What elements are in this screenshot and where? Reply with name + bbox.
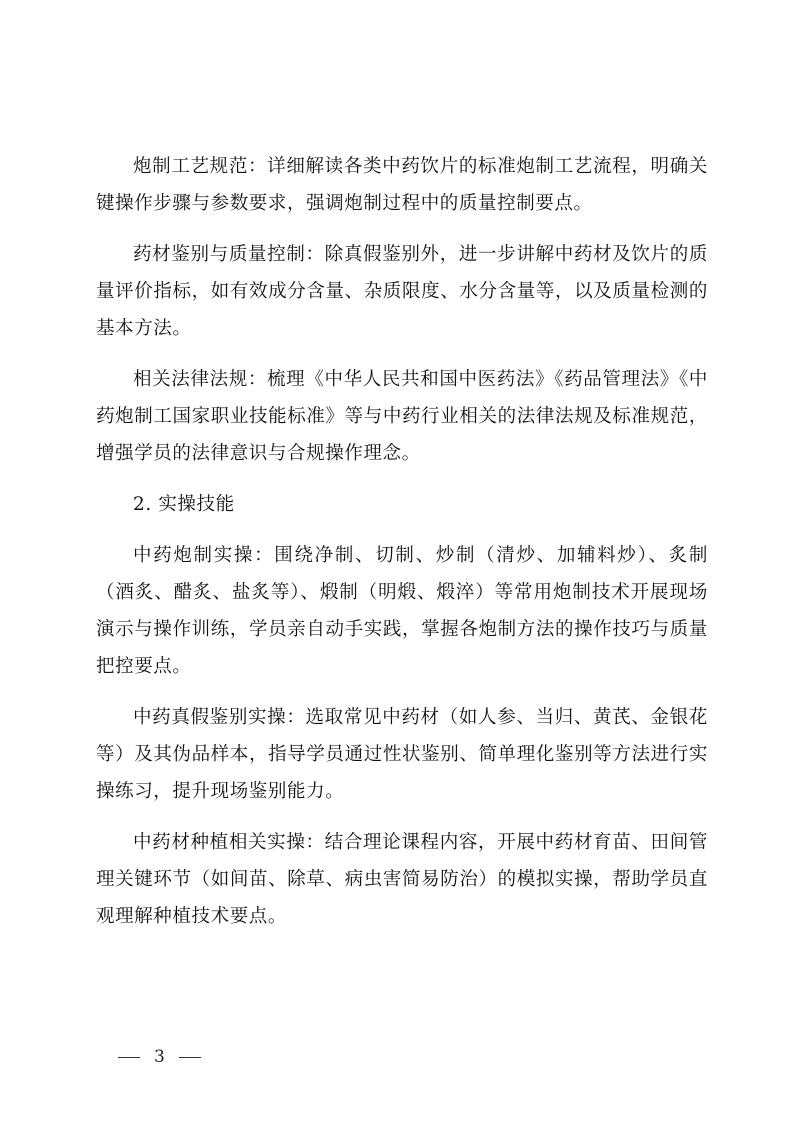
page-number-right-dash xyxy=(179,1057,201,1058)
paragraph-processing-standards: 炮制工艺规范：详细解读各类中药饮片的标准炮制工艺流程，明确关键操作步骤与参数要求，强调炮制过程中的质量控制要点。 xyxy=(96,156,708,214)
paragraph-identification-quality: 药材鉴别与质量控制：除真假鉴别外，进一步讲解中药材及饮片的质量评价指标，如有效成分含量、杂质限度、水分含量等，以及质量检测的基本方法。 xyxy=(96,244,708,339)
paragraph-laws-regulations: 相关法律法规：梳理《中华人民共和国中医药法》《药品管理法》《中药炮制工国家职业技能标准》等与中药行业相关的法律法规及标准规范，增强学员的法律意识与合规操作理念。 xyxy=(96,369,708,464)
document-body xyxy=(96,148,708,949)
page-footer xyxy=(118,1047,201,1067)
paragraph-processing-practice: 中药炮制实操：围绕净制、切制、炒制（清炒、加辅料炒）、炙制（酒炙、醋炙、盐炙等）、煅制（明煅、煅淬）等常用炮制技术开展现场演示与操作训练，学员亲自动手实践，掌握各炮制方法的操作技巧与质量把控要点。 xyxy=(96,545,708,677)
section-heading-practical-skills: 2. 实操技能 xyxy=(133,494,235,515)
page-number-left-dash xyxy=(118,1057,140,1058)
paragraph-authenticity-practice: 中药真假鉴别实操：选取常见中药材（如人参、当归、黄芪、金银花等）及其伪品样本，指导学员通过性状鉴别、简单理化鉴别等方法进行实操练习，提升现场鉴别能力。 xyxy=(96,707,708,802)
page-number: 3 xyxy=(154,1047,165,1067)
paragraph-planting-practice: 中药材种植相关实操：结合理论课程内容，开展中药材育苗、田间管理关键环节（如间苗、除草、病虫害简易防治）的模拟实操，帮助学员直观理解种植技术要点。 xyxy=(96,832,708,927)
